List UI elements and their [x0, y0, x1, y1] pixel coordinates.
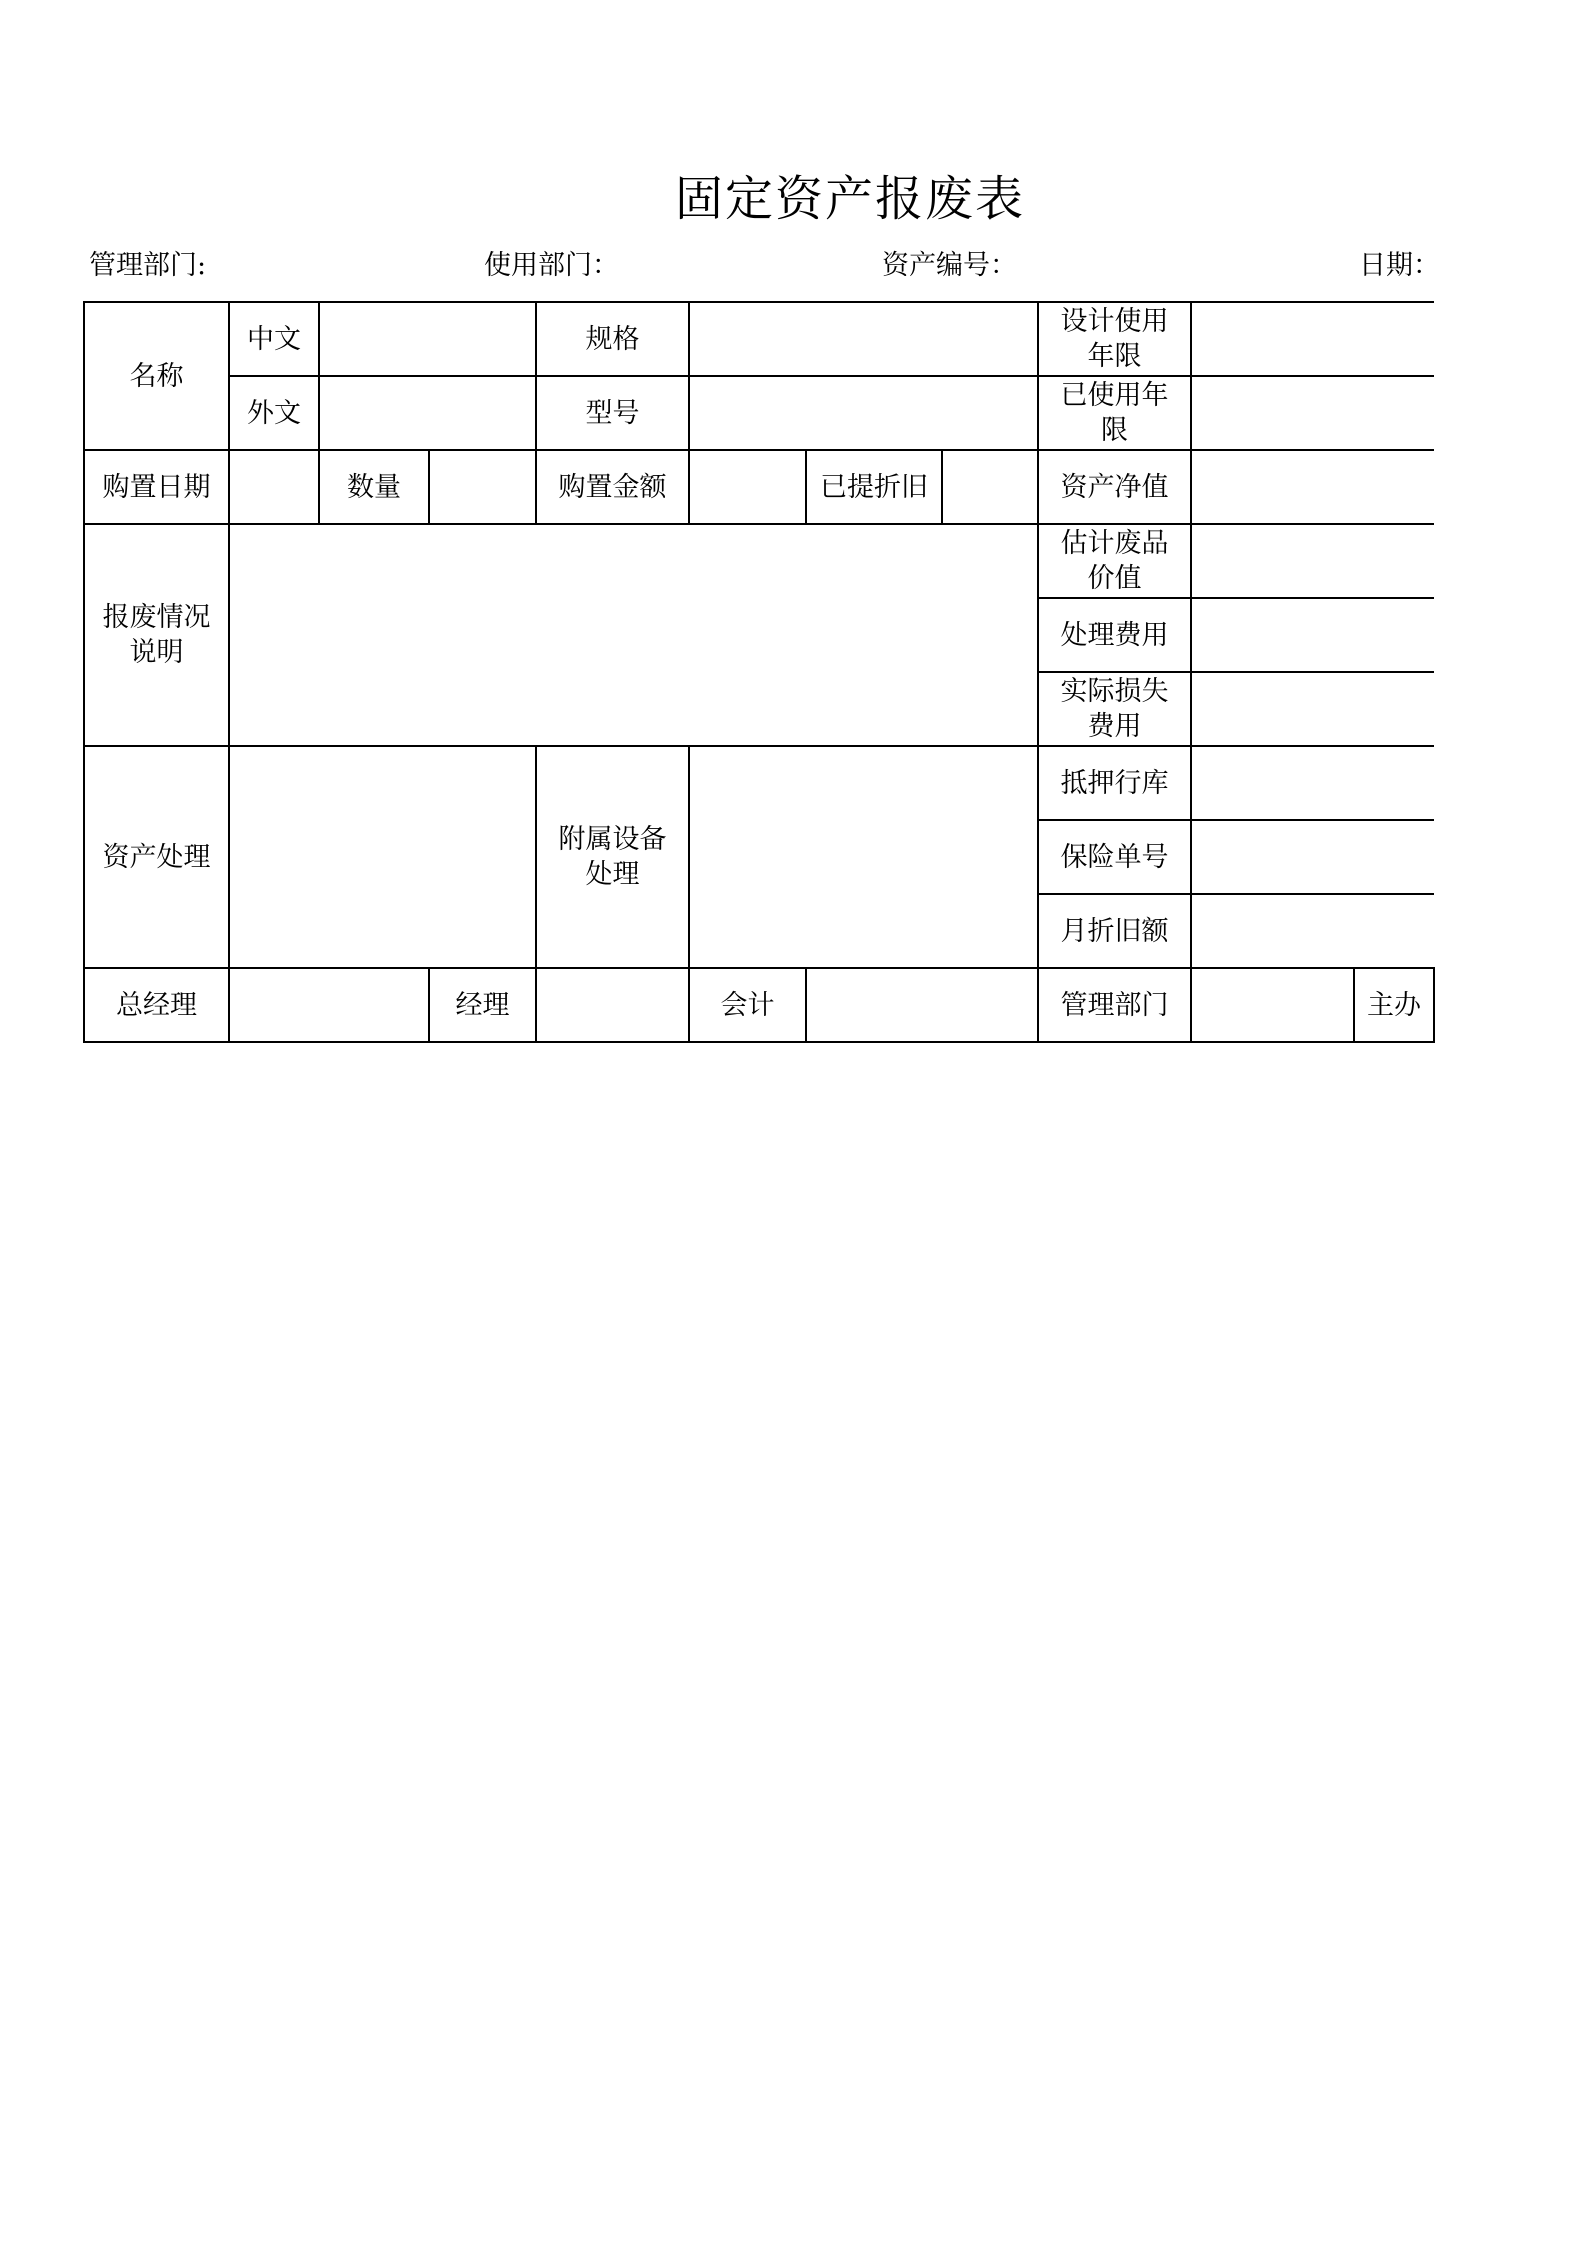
monthly-depreciation-label: 月折旧额: [1038, 894, 1191, 968]
purchase-date-label: 购置日期: [84, 450, 229, 524]
actual-loss-field[interactable]: [1191, 672, 1434, 746]
accountant-label: 会计: [689, 968, 806, 1042]
page-title: 固定资产报废表: [674, 171, 1025, 227]
scrap-description-label: 报废情况 说明: [84, 524, 229, 746]
handler-label: 主办: [1354, 968, 1434, 1042]
form-row-scrap-value: [84, 524, 1434, 598]
insurance-number-label: 保险单号: [1038, 820, 1191, 894]
spec-field[interactable]: [689, 302, 1038, 376]
manager-signature[interactable]: [536, 968, 689, 1042]
design-life-field[interactable]: [1191, 302, 1434, 376]
form-row-purchase: [84, 450, 1434, 524]
used-years-field[interactable]: [1191, 376, 1434, 450]
monthly-depreciation-field[interactable]: [1191, 894, 1434, 968]
foreign-label: 外文: [229, 376, 319, 450]
design-life-label: 设计使用 年限: [1038, 302, 1191, 376]
asset-disposal-label: 资产处理: [84, 746, 229, 968]
asset-number-label: 资产编号：: [882, 250, 1017, 281]
net-value-field[interactable]: [1191, 450, 1434, 524]
model-label: 型号: [536, 376, 689, 450]
management-department-label: 管理部门:: [89, 250, 207, 281]
name-label: 名称: [84, 302, 229, 450]
mortgage-bank-field[interactable]: [1191, 746, 1434, 820]
accountant-signature[interactable]: [806, 968, 1038, 1042]
quantity-field[interactable]: [429, 450, 536, 524]
form-row-mortgage: [84, 746, 1434, 820]
disposal-fee-field[interactable]: [1191, 598, 1434, 672]
accessory-disposal-field[interactable]: [689, 746, 1038, 968]
chinese-label: 中文: [229, 302, 319, 376]
quantity-label: 数量: [319, 450, 429, 524]
net-value-label: 资产净值: [1038, 450, 1191, 524]
date-label: 日期：: [1359, 250, 1440, 281]
accessory-disposal-label: 附属设备 处理: [536, 746, 689, 968]
purchase-date-field[interactable]: [229, 450, 319, 524]
depreciation-field[interactable]: [942, 450, 1038, 524]
purchase-amount-label: 购置金额: [536, 450, 689, 524]
scrap-form-table: [83, 301, 1435, 1043]
form-row-name-foreign: [84, 376, 1434, 450]
scrap-value-label: 估计废品 价值: [1038, 524, 1191, 598]
depreciation-label: 已提折旧: [806, 450, 942, 524]
insurance-number-field[interactable]: [1191, 820, 1434, 894]
management-dept-signature[interactable]: [1191, 968, 1354, 1042]
used-years-label: 已使用年 限: [1038, 376, 1191, 450]
general-manager-signature[interactable]: [229, 968, 429, 1042]
form-row-name-chinese: [84, 302, 1434, 376]
purchase-amount-field[interactable]: [689, 450, 806, 524]
mortgage-bank-label: 抵押行库: [1038, 746, 1191, 820]
model-field[interactable]: [689, 376, 1038, 450]
management-dept-label: 管理部门: [1038, 968, 1191, 1042]
scrap-description-field[interactable]: [229, 524, 1038, 746]
chinese-name-field[interactable]: [319, 302, 536, 376]
actual-loss-label: 实际损失 费用: [1038, 672, 1191, 746]
using-department-label: 使用部门：: [484, 250, 619, 281]
manager-label: 经理: [429, 968, 536, 1042]
general-manager-label: 总经理: [84, 968, 229, 1042]
form-row-signatures: [84, 968, 1434, 1042]
asset-disposal-field[interactable]: [229, 746, 536, 968]
disposal-fee-label: 处理费用: [1038, 598, 1191, 672]
scrap-value-field[interactable]: [1191, 524, 1434, 598]
foreign-name-field[interactable]: [319, 376, 536, 450]
spec-label: 规格: [536, 302, 689, 376]
